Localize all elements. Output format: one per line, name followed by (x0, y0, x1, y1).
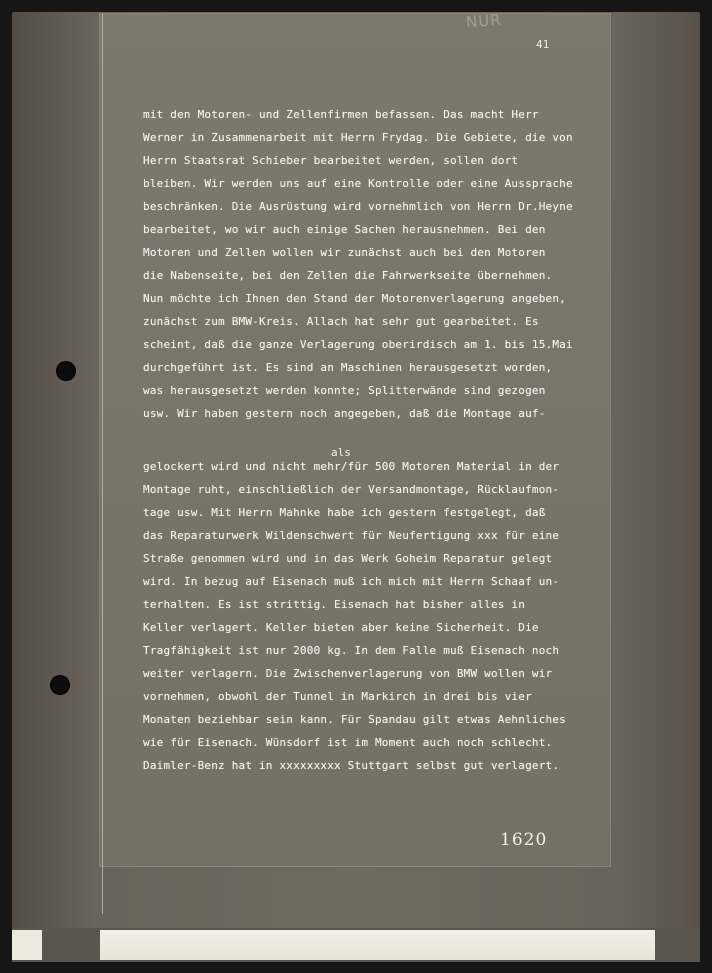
text-line: Monaten beziehbar sein kann. Für Spandau gilt etwas Aehnliches (143, 713, 566, 726)
text-line: scheint, daß die ganze Verlagerung oberirdisch am 1. bis 15.Mai (143, 338, 573, 351)
text-line: Straße genommen wird und in das Werk Goheim Reparatur gelegt (143, 552, 553, 565)
text-line: Montage ruht, einschließlich der Versandmontage, Rücklaufmon- (143, 483, 560, 496)
page-number: 41 (536, 38, 550, 51)
text-line: wie für Eisenach. Wünsdorf ist im Moment auch noch schlecht. (143, 736, 553, 749)
text-line: beschränken. Die Ausrüstung wird vornehmlich von Herrn Dr.Heyne (143, 200, 573, 213)
punch-hole-top (56, 361, 76, 381)
text-line: bleiben. Wir werden uns auf eine Kontrolle oder eine Aussprache (143, 177, 573, 190)
text-line: die Nabenseite, bei den Zellen die Fahrwerkseite übernehmen. (143, 269, 553, 282)
page-edge (102, 14, 103, 914)
underlying-paper-corner (12, 930, 42, 960)
text-line: was herausgesetzt werden konnte; Splitterwände sind gezogen (143, 384, 546, 397)
text-line: gelockert wird und nicht mehr/für 500 Motoren Material in der (143, 460, 560, 473)
handwritten-insertion: als (331, 446, 351, 459)
text-line: weiter verlagern. Die Zwischenverlagerung von BMW wollen wir (143, 667, 553, 680)
text-line: Werner in Zusammenarbeit mit Herrn Frydag. Die Gebiete, die von (143, 131, 573, 144)
text-line: tage usw. Mit Herrn Mahnke habe ich gestern festgelegt, daß (143, 506, 546, 519)
text-line: terhalten. Es ist strittig. Eisenach hat bisher alles in (143, 598, 526, 611)
text-line: Daimler-Benz hat in xxxxxxxxx Stuttgart selbst gut verlagert. (143, 759, 560, 772)
text-line: zunächst zum BMW-Kreis. Allach hat sehr gut gearbeitet. Es (143, 315, 539, 328)
punch-hole-bottom (50, 675, 70, 695)
text-line: durchgeführt ist. Es sind an Maschinen herausgesetzt worden, (143, 361, 553, 374)
text-line: Herrn Staatsrat Schieber bearbeitet werden, sollen dort (143, 154, 519, 167)
text-line: Keller verlagert. Keller bieten aber keine Sicherheit. Die (143, 621, 539, 634)
text-line: Motoren und Zellen wollen wir zunächst auch bei den Motoren (143, 246, 546, 259)
document-number: 1620 (500, 830, 548, 850)
underlying-paper (100, 930, 655, 960)
text-line: usw. Wir haben gestern noch angegeben, daß die Montage auf- (143, 407, 546, 420)
text-line: das Reparaturwerk Wildenschwert für Neufertigung xxx für eine (143, 529, 560, 542)
text-line: mit den Motoren- und Zellenfirmen befassen. Das macht Herr (143, 108, 539, 121)
faint-stamp: NUR (465, 10, 503, 32)
text-line: Tragfähigkeit ist nur 2000 kg. In dem Falle muß Eisenach noch (143, 644, 560, 657)
text-line: vornehmen, obwohl der Tunnel in Markirch in drei bis vier (143, 690, 532, 703)
text-line: bearbeitet, wo wir auch einige Sachen herausnehmen. Bei den (143, 223, 546, 236)
text-line: wird. In bezug auf Eisenach muß ich mich mit Herrn Schaaf un- (143, 575, 560, 588)
text-line: Nun möchte ich Ihnen den Stand der Motorenverlagerung angeben, (143, 292, 566, 305)
